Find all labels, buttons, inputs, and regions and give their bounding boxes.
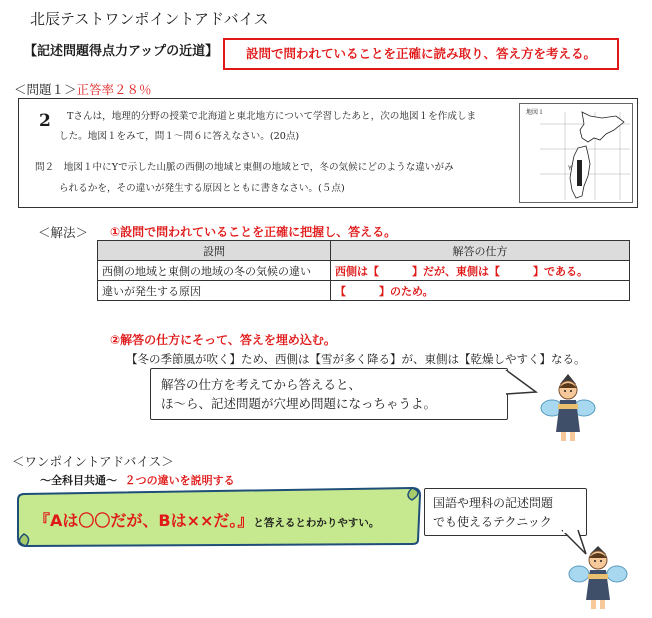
- section-subtitle: 【記述問題得点力アップの近道】: [24, 44, 219, 59]
- question-q2-line2: られるかを，その違いが発生する原因とともに書きなさい。(５点): [59, 183, 345, 194]
- model-answer: 【冬の季節風が吹く】ため、西側は【雪が多く降る】が、東側は【乾燥しやすく】なる。: [126, 352, 586, 366]
- page-title: 北辰テストワンポイントアドバイス: [30, 10, 269, 28]
- question-box: [18, 98, 638, 208]
- table-cell: 西側は【 】だが、東側は【 】である。: [331, 261, 630, 281]
- speech-bubble-line: ほ～ら、記述問題が穴埋め問題になっちゃうよ。: [161, 396, 437, 411]
- advice-heading: ＜ワンポイントアドバイス＞: [12, 454, 174, 469]
- question-intro-line2: した。地図１をみて，問１～問６に答えなさい。(20点): [59, 131, 300, 142]
- solution-step1: ①設問で問われていることを正確に把握し、答える。: [110, 225, 397, 239]
- solution-step2: ②解答の仕方にそって、答えを埋め込む。: [110, 333, 336, 347]
- table-row: [98, 261, 630, 281]
- solution-label: ＜解法＞: [38, 225, 89, 240]
- map-title: 地図１: [526, 109, 545, 116]
- table-cell: 違いが発生する原因: [98, 281, 331, 301]
- question-number: 2: [39, 111, 51, 131]
- speech-bubble: [150, 368, 508, 420]
- question-intro-line1: Tさんは，地理的分野の授業で北海道と東北地方について学習したあと，次の地図１を作成しま: [67, 111, 477, 122]
- advice-common-label: ～全科目共通～: [40, 474, 117, 487]
- advice-common-red: ２つの違いを説明する: [124, 474, 235, 487]
- table-header: 設問: [98, 241, 331, 261]
- fairy-character-icon: [568, 544, 628, 614]
- table-cell: 西側の地域と東側の地域の冬の気候の違い: [98, 261, 331, 281]
- table-cell: 【 】のため。: [331, 281, 630, 301]
- table-header: 解答の仕方: [331, 241, 630, 261]
- question-heading: [14, 80, 152, 98]
- table-row: [98, 281, 630, 301]
- map-drawing: [520, 104, 632, 202]
- table-header-row: [98, 241, 630, 261]
- tip-bubble: [424, 488, 587, 536]
- tip-bubble-line: でも使えるテクニック: [433, 515, 552, 529]
- tip-bubble-line: 国語や理科の記述問題: [433, 496, 554, 510]
- map-figure: [519, 103, 633, 203]
- key-point-text: 設問で問われていることを正確に読み取り、答え方を考える。: [245, 46, 596, 61]
- key-point-box: [223, 38, 619, 70]
- banner-text: [34, 508, 379, 531]
- tip-bubble-text: [433, 494, 553, 532]
- speech-bubble-line: 解答の仕方を考えてから答えると、: [161, 377, 362, 392]
- question-rate: 正答率２８％: [76, 82, 152, 97]
- fairy-character-icon: [540, 370, 596, 450]
- banner-small: と答えるとわかりやすい。: [253, 517, 380, 529]
- banner-main: 『Aは〇〇だが、Bは××だ。』: [34, 511, 254, 530]
- question-q2-line1: 問２ 地図１中にYで示した山脈の西側の地域と東側の地域とで，冬の気候にどのような違いがみ: [35, 162, 454, 173]
- speech-bubble-text: [161, 375, 436, 413]
- question-label: ＜問題１＞: [14, 82, 77, 97]
- speech-bubble-tail: [500, 370, 540, 400]
- answer-table: [97, 240, 630, 301]
- svg-text:Y: Y: [568, 165, 572, 172]
